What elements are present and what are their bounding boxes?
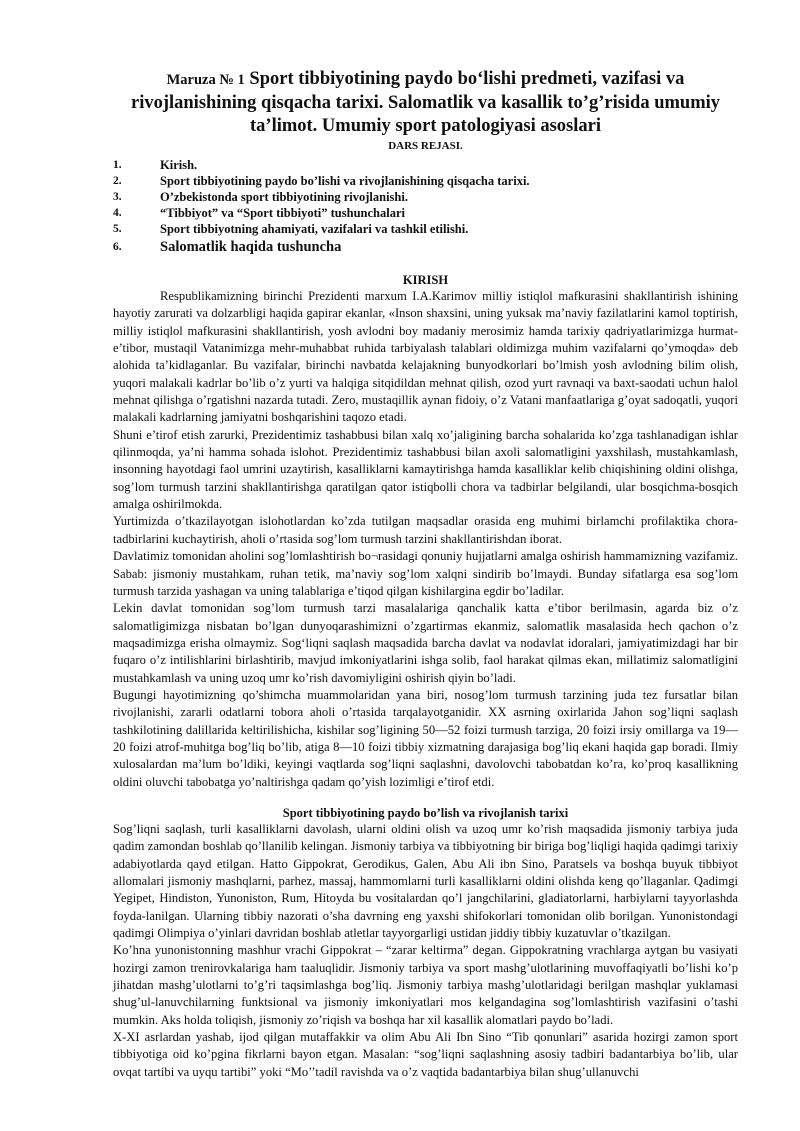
section-heading-introduction: KIRISH — [402, 273, 449, 287]
plan-item — [113, 238, 738, 257]
plan-item-text: Sport tibbiyotining paydo bo’lishi va rivojlanishining qisqacha tarixi. — [160, 174, 530, 188]
paragraph: Davlatimiz tomonidan aholini sog’lomlashtirish bo¬rasidagi qonuniy hujjatlarni amalga oshirish hammamizning vazifamiz. Sabab: jismoniy mustahkam, ruhan tetik, ma’naviy sog’lom xalqni sindirib bo’lmaydi. Bunday sifatlarga esa sog’lom turmush tarzida yashagan va uning talablariga e’tiqod qilgan kishilargina egdir bo’ladilar. — [113, 549, 738, 598]
paragraph: X-XI asrlardan yashab, ijod qilgan mutaffakkir va olim Abu Ali Ibn Sino “Tib qonunlari” asarida hozirgi zamon sport tibbiyotiga oid ko’pgina fikrlarni bayon etgan. Masalan: “sog’liqni saqlashning asosiy tadbiri badantarbiya bo’lib, ular ovqat tartibi va uyqu tartibi” yoki “Mo’’tadil ravishda va o’z vaqtida badantarbiya bilan shug’ullanuvchi — [113, 1030, 738, 1079]
plan-item-number: 2. — [113, 175, 122, 187]
plan-item-text: “Tibbiyot” va “Sport tibbiyoti” tushunchalari — [160, 206, 405, 220]
paragraph: Lekin davlat tomonidan sog’lom turmush tarzi masalalariga qanchalik katta e’tibor berilmasin, agarda biz o’z salomatligimizga nisbatan bo’lgan dunyoqarashimizni o’zgartirmas ekanmiz, salomatlik masalasida hech qachon o’z maqsadimizga erisha olmaymiz. Sog‘liqni saqlash maqsadida barcha davlat va nodavlat idoralari, jamiyatimizdagi har bir fuqaro o’z intilishlarini birlashtirib, mavjud imkoniyatlarini ishga solib, faol harakat qilmas ekan, millatimiz salomatligini mustahkamlash va uning uzoq umr ko’rish davomiyligini oshirish qiyin bo’ladi. — [113, 601, 738, 685]
paragraph: Bugungi hayotimizning qo’shimcha muammolaridan yana biri, nosog’lom turmush tarzining juda tez fursatlar bilan rivojlanishi, zararli odatlarni tobora aholi o’rtasida tarqalayotganidir. XX asrning oxirlarida Jahon sog’liqni saqlash tashkilotining dalillarida keltirilishicha, kishilar sog’ligining 50—52 foizi turmush tarziga, 20 foizi irsiy omillarga va 19—20 foizi atrof-muhitga bog’liq bo’lib, atiga 8—10 foizi tibbiy xizmatning darajasiga bog’liq ekani haqida gap boradi. Ilmiy xulosalardan ma’lum bo’ldiki, keyingi vaqtlarda sog’liqni saqlashni, davolovchi tabobatdan ko’ra, ko’proq kasallikning oldini oluvchi tabobatga yo’naltirishga qadam qo’yish lozimligi e’tirof etdi. — [113, 687, 738, 789]
lesson-plan-heading: DARS REJASI. — [388, 140, 463, 152]
plan-item-number: 6. — [113, 241, 122, 253]
paragraph: Ko’hna yunonistonning mashhur vrachi Gippokrat – “zarar keltirma” degan. Gippokratning vrachlarga aytgan bu vasiyati hozirgi zamon trenirovkalariga ham taaluqlidir. Jismoniy tarbiya va sport mashg’ulotlarining muvoffaqiyatli bo’lishi ko’p jihatdan mashg’ulotlarni to’g’ri taqsimlashga bog’liq. Jismoniy tarbiya mashg’ulotlaridagi berilgan mashqlar yuklamasi shug’ul-lanuvchilarning funktsional va jismoniy imkoniyatlari mos kelgandagina sog’lomlashtirish vazifasini o’tashi mumkin. Aks holda toliqish, jismoniy zo’riqish va boshqa har xil kasallik alomatlari paydo bo’ladi. — [113, 943, 738, 1027]
plan-item-number: 4. — [113, 207, 122, 219]
plan-item-number: 5. — [113, 223, 122, 235]
paragraph: Respublikamizning birinchi Prezidenti marxum I.A.Karimov milliy istiqlol mafkurasini shakllantirish ishining hayotiy zarurati va dolzarbligi haqida gapirar ekanlar, «Inson shaxsini, uning yuksak ma’naviy fazilatlarini kamol toptirish, milliy istiqlol mafkurasini shakllantirish, yosh avlodni boy madaniy merosimiz hamda tarixiy qadriyatlarimizga hurmat-e’tibor, mustaqil Vatanimizga mehr-muhabbat ruhida tarbiyalash talablari oldimizga muhim vazifalarni qo’ymoqda» deb alohida ta’kidlaganlar. Bu vazifalar, birinchi navbatda kelajakning bunyodkorlari bo’lmish yosh avlodning bilim olish, yuqori malakali kadrlar bo’lib o’z yurti va halqiga sitqidildan mehnat qilish, ozod yurt ravnaqi va baxt-saodati uchun halol mehnat qilishga o’rgatishni nazarda tutadi. Zero, mustaqillik aynan fidoiy, o’z Vatani manfaatlariga g’oyat sadoqatli, yuqori malakali kadrlarning jamiyatni boshqarishini taqozo etadi. — [113, 289, 738, 425]
plan-item-number: 3. — [113, 191, 122, 203]
paragraph: Yurtimizda o’tkazilayotgan islohotlardan ko’zda tutilgan maqsadlar orasida eng muhimi birlamchi profilaktika chora-tadbirlarini kuchaytirish, aholi o’rtasida sog’lom turmush tarzini shakllantirishdan iborat. — [113, 514, 738, 546]
plan-item-text: O’zbekistonda sport tibbiyotining rivojlanishi. — [160, 190, 408, 204]
section-heading-history: Sport tibbiyotining paydo bo’lish va rivojlanish tarixi — [282, 805, 569, 820]
paragraph: Shuni e’tirof etish zarurki, Prezidentimiz tashabbusi bilan xalq xo’jaligining barcha sohalarida ko’zga tashlanadigan ishlar qilinmoqda, ya’ni hamma sohada islohot. Prezidentimiz tashabbusi bilan axoli salomatligini yaxshilash, mustahkamlash, insonning hayotdagi faol umrini uzaytirish, kasalliklarni kamaytirishga hamda kasalliklar kelib chiqishining oldini olishga, sog’lom turmush tarzini shakllantirishga qaratilgan qator istiqbolli chora va tadbirlar belgilandi, ular bosqichma-bosqich amalga oshirilmokda. — [113, 427, 738, 512]
plan-item — [113, 157, 738, 173]
plan-item-text: Sport tibbiyotning ahamiyati, vazifalari va tashkil etilishi. — [160, 222, 469, 236]
plan-item-text: Salomatlik haqida tushuncha — [160, 239, 342, 255]
paragraph: Sog’liqni saqlash, turli kasalliklarni davolash, ularni oldini olish va uzoq umr ko’rish maqsadida jismoniy tarbiya juda qadim zamondan boshlab qo’llanilib kelingan. Jismoniy tarbiya va tibbiyotning bir biriga bog’liqligi haqida qadimgi tarixiy adabiyotlarda qayd etilgan. Hatto Gippokrat, Gerodikus, Galen, Abu Ali ibn Sino, Paratsels va boshqa buyuk tibbiyot allomalari jismoniy mashqlarni, parhez, massaj, hammomlarni turli kasalliklarni oldini olishda keng qo’llaganlar. Qadimgi Yegipet, Hindiston, Yunoniston, Rum, Hitoyda bu vositalardan qo’l jangchilarini, gladiatorlarni, harbiylarni tayyorlashda foyda-lanilgan. Ularning tibbiy nazorati o’sha davrning eng yaxshi shifokorlari tomonidan olib borilgan. Yunonistondagi qadimgi Olimpiya o’yinlari davridan boshlab atletlar tayyorgarligi ustidan jiddiy tibbiy kuzatuvlar o’tkazilgan. — [113, 821, 738, 941]
plan-item — [113, 205, 738, 221]
lesson-plan-list — [113, 157, 738, 257]
plan-item-text: Kirish. — [160, 158, 198, 172]
plan-item — [113, 173, 738, 189]
plan-item — [113, 189, 738, 205]
lecture-topic: Sport tibbiyotining paydo bo‘lishi predmeti, vazifasi va rivojlanishining qisqacha tarixi. Salomatlik va kasallik to’g’risida umumiy ta’limot. Umumiy sport patologiyasi asoslari — [130, 69, 720, 136]
lecture-number: Maruza № 1 — [166, 72, 245, 88]
lecture-title — [113, 68, 738, 138]
plan-item-number: 1. — [113, 159, 122, 171]
plan-item — [113, 221, 738, 237]
